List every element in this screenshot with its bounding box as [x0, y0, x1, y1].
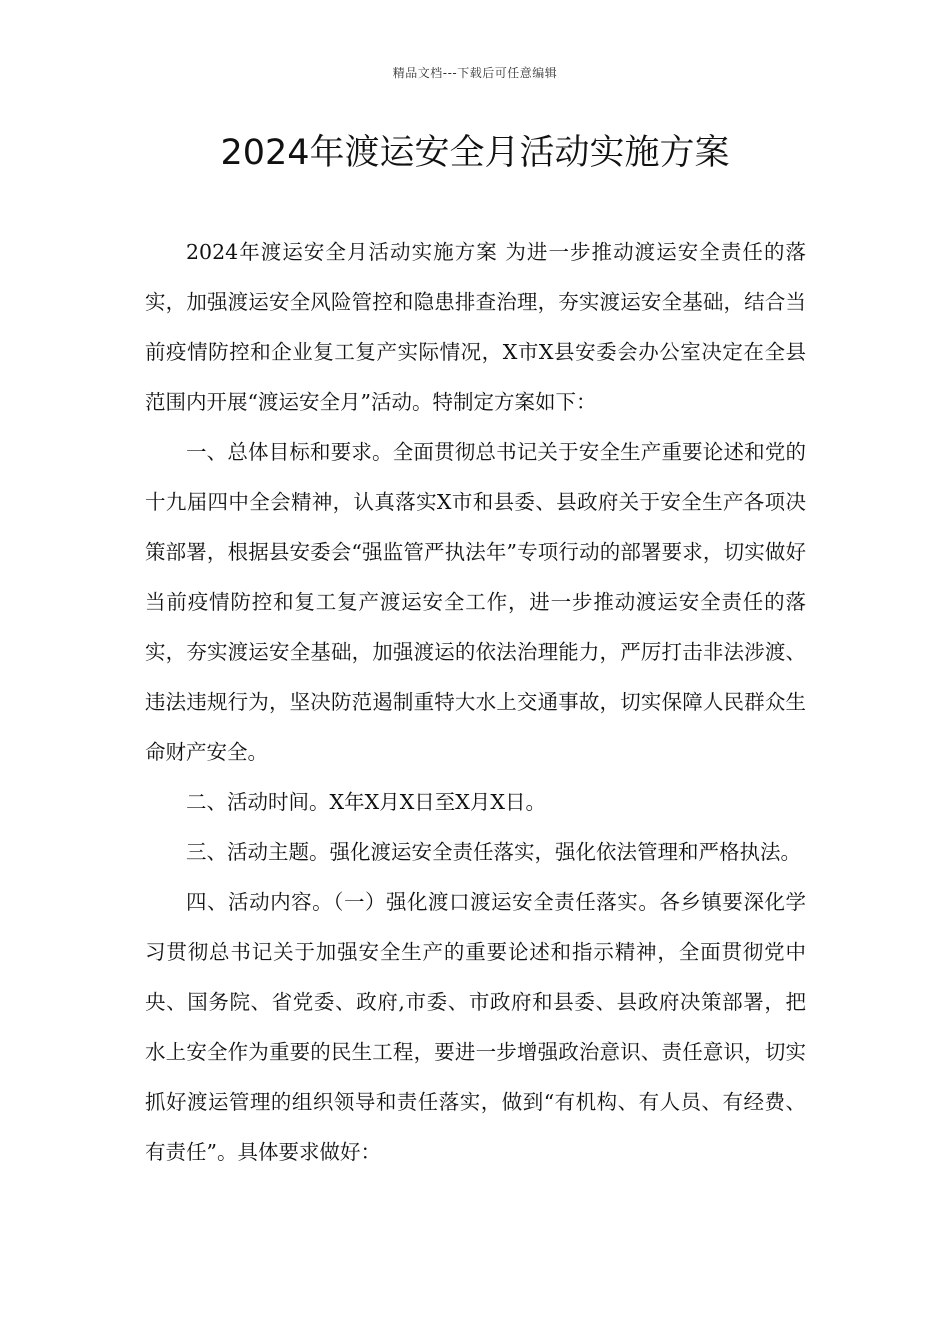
paragraph-section-2: 二、活动时间。X年X月X日至X月X日。: [186, 790, 546, 814]
paragraph-intro: 2024年渡运安全月活动实施方案 为进一步推动渡运安全责任的落实，加强渡运安全风险管控和隐患排查治理，夯实渡运安全基础，结合当前疫情防控和企业复工复产实际情况，X市X县安委会办公室决定在全县范围内开展“渡运安全月”活动。特制定方案如下：: [145, 240, 806, 414]
paragraph-section-3: 三、活动主题。强化渡运安全责任落实，强化依法管理和严格执法。: [186, 840, 801, 864]
document-title: 2024年渡运安全月活动实施方案: [220, 133, 730, 173]
header-note: 精品文档---下载后可任意编辑: [392, 66, 558, 80]
document-body: [145, 227, 806, 1177]
paragraph-section-1: 一、总体目标和要求。全面贯彻总书记关于安全生产重要论述和党的十九届四中全会精神，认真落实X市和县委、县政府关于安全生产各项决策部署，根据县安委会“强监管严执法年”专项行动的部署要求，切实做好当前疫情防控和复工复产渡运安全工作，进一步推动渡运安全责任的落实，夯实渡运安全基础，加强渡运的依法治理能力，严厉打击非法涉渡、违法违规行为，坚决防范遏制重特大水上交通事故，切实保障人民群众生命财产安全。: [145, 440, 806, 764]
paragraph-section-4: 四、活动内容。（一）强化渡口渡运安全责任落实。各乡镇要深化学习贯彻总书记关于加强安全生产的重要论述和指示精神，全面贯彻党中央、国务院、省党委、政府,市委、市政府和县委、县政府决策部署，把水上安全作为重要的民生工程，要进一步增强政治意识、责任意识，切实抓好渡运管理的组织领导和责任落实，做到“有机构、有人员、有经费、有责任”。具体要求做好：: [145, 890, 806, 1164]
